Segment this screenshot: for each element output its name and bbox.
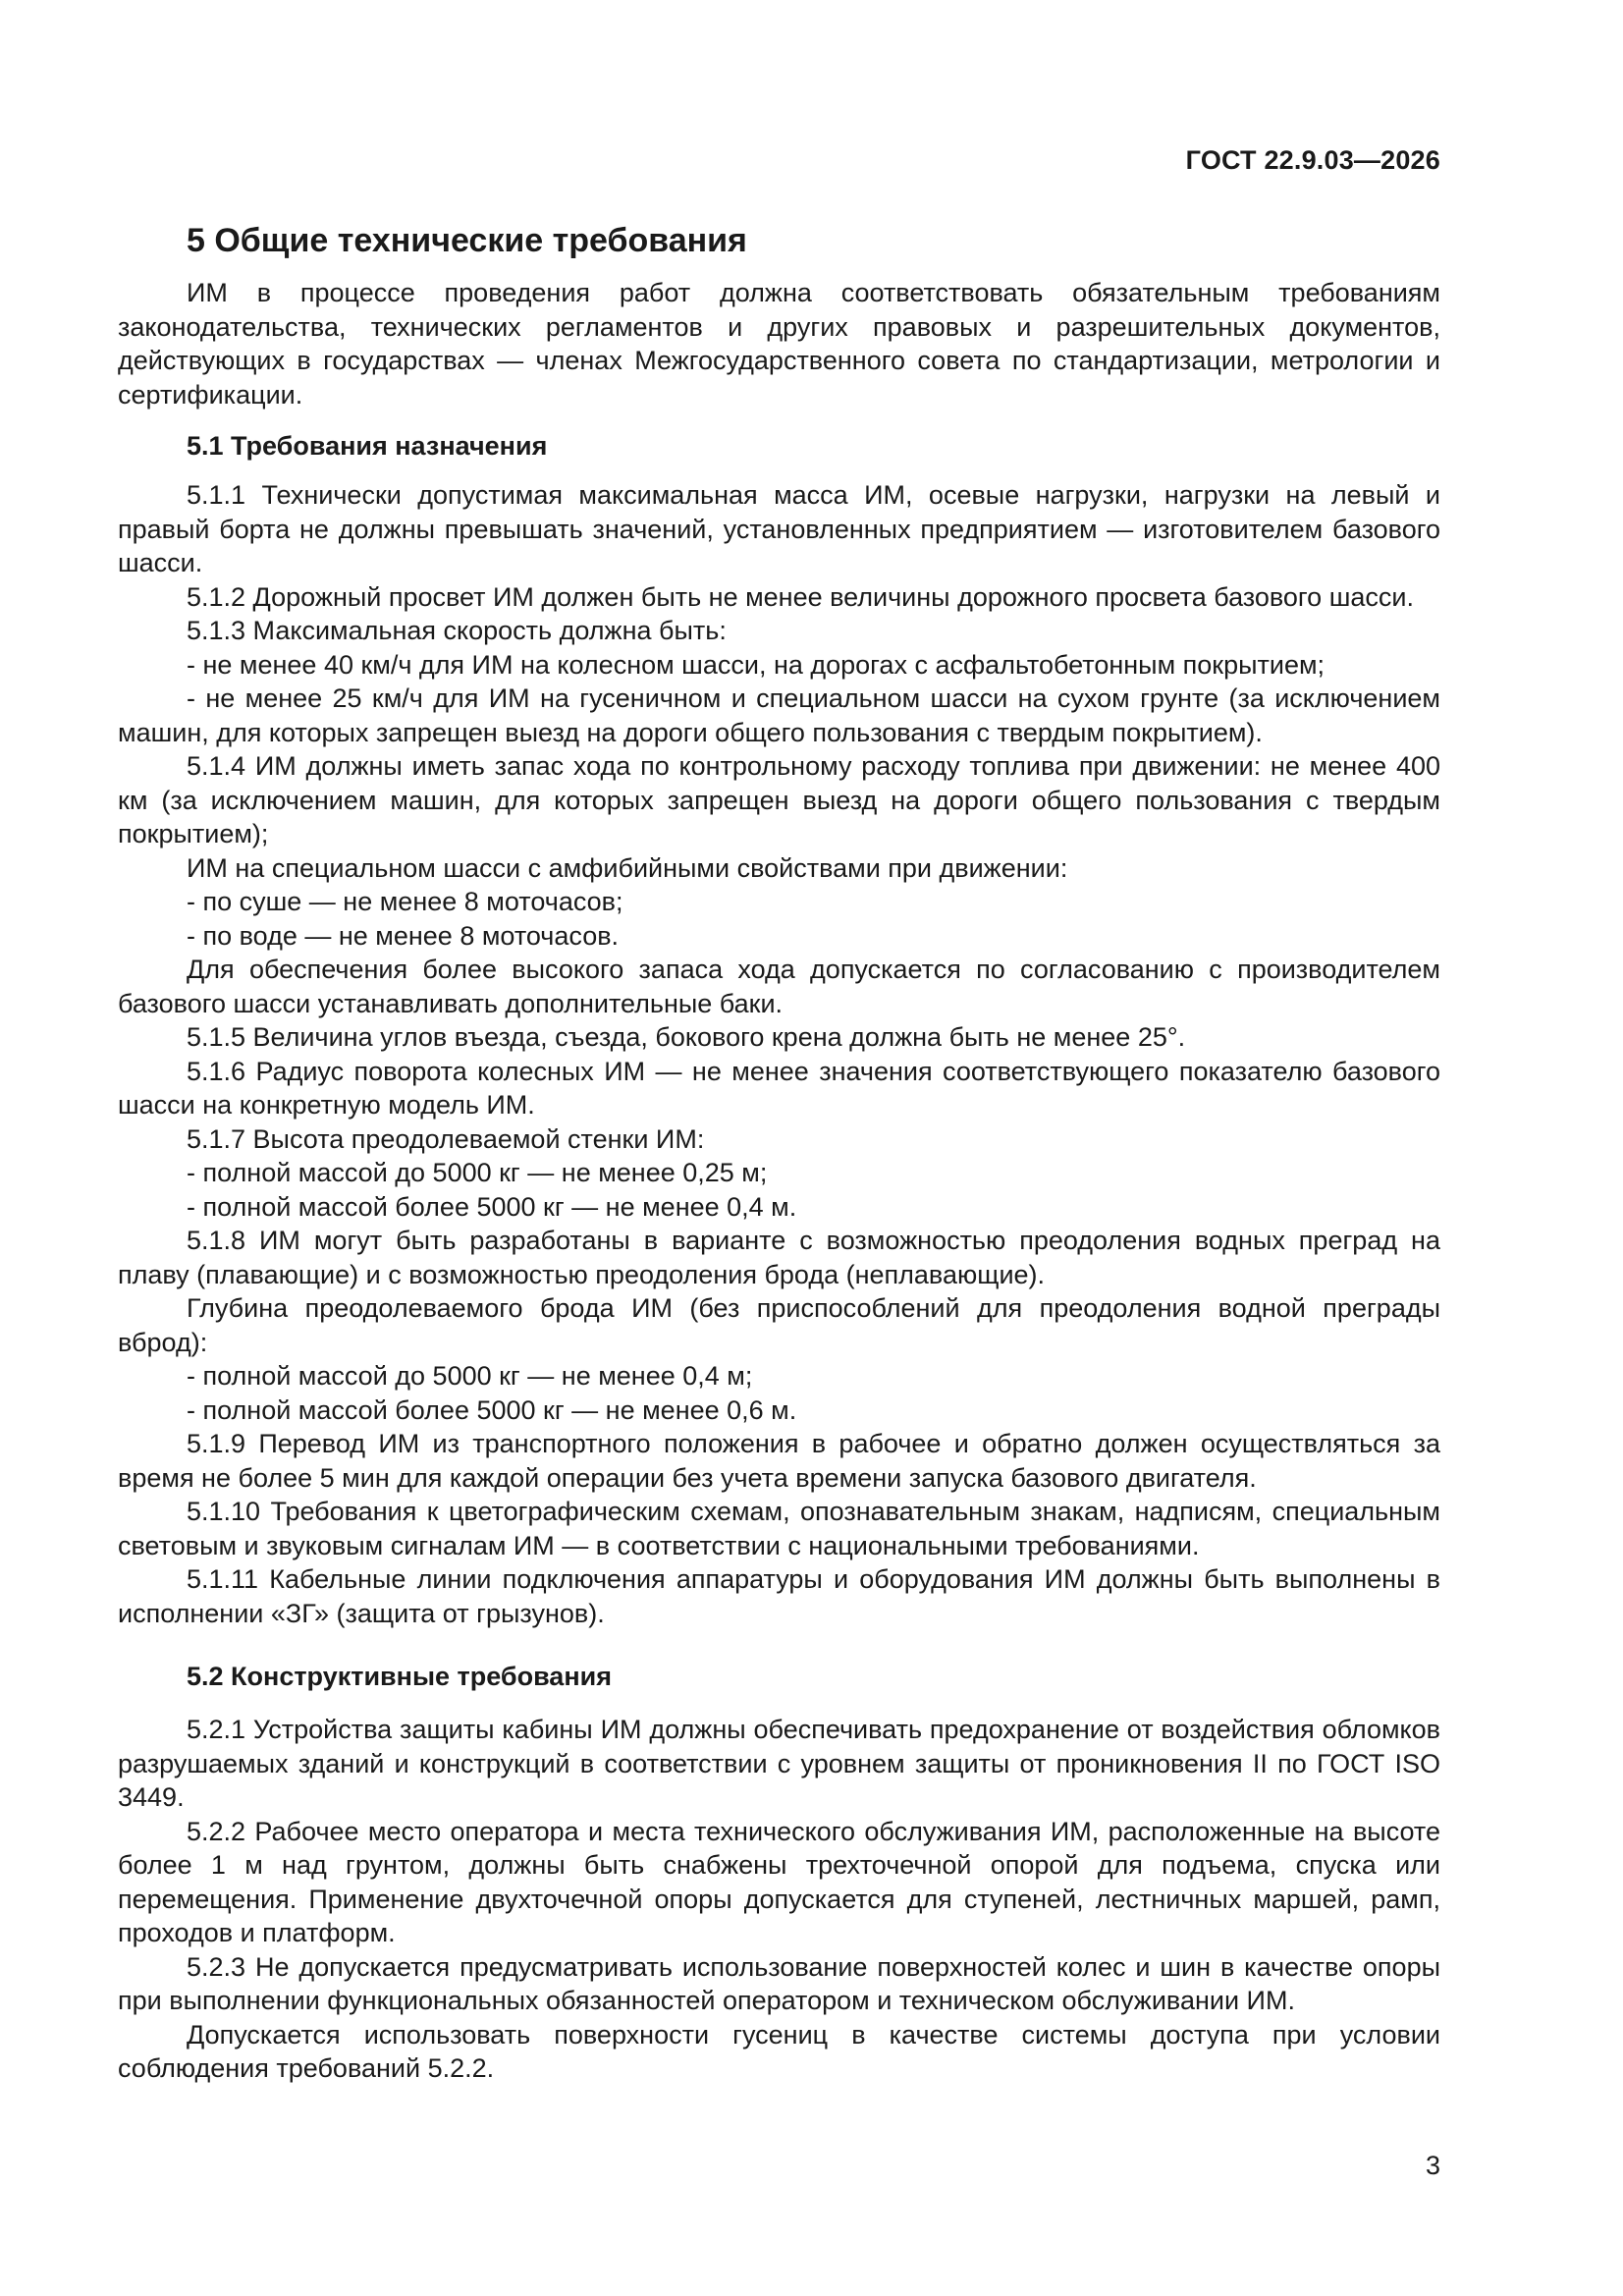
section-title: 5 Общие технические требования: [187, 222, 747, 259]
paragraph-5-1-7: 5.1.7 Высота преодолеваемой стенки ИМ:: [187, 1123, 705, 1154]
paragraph-track-access: Допускается использовать поверхности гусениц в качестве системы доступа при условии соблюдения требований 5.2.2.: [118, 2019, 1440, 2083]
list-item-land: - по суше — не менее 8 моточасов;: [187, 887, 623, 916]
paragraph-5-1-6: 5.1.6 Радиус поворота колесных ИМ — не менее значения соответствующего показателю базового шасси на конкретную модель ИМ.: [118, 1056, 1440, 1120]
paragraph-5-1-10: 5.1.10 Требования к цветографическим схемам, опознавательным знакам, надписям, специальным световым и звуковым сигналам ИМ — в соответствии с национальными требованиями.: [118, 1497, 1440, 1560]
paragraph-5-1-8: 5.1.8 ИМ могут быть разработаны в варианте с возможностью преодоления водных преград на плаву (плавающие) и с возможностью преодоления брода (неплавающие).: [118, 1226, 1440, 1289]
subsection-title-5-2: 5.2 Конструктивные требования: [187, 1662, 612, 1691]
paragraph-5-2-2: 5.2.2 Рабочее место оператора и места технического обслуживания ИМ, расположенные на высоте более 1 м над грунтом, должны быть снабжены трехточечной опорой для подъема, спуска или перемещения. Применение двухточечной опоры допускается для ступеней, лестничных маршей, рамп, проходов и платформ.: [118, 1816, 1440, 1947]
paragraph-extra-tanks: Для обеспечения более высокого запаса хода допускается по согласованию с производителем базового шасси устанавливать дополнительные баки.: [118, 955, 1440, 1018]
list-item-wall-light: - полной массой до 5000 кг — не менее 0,25 м;: [187, 1158, 768, 1187]
page-number: 3: [1425, 2151, 1440, 2180]
paragraph-5-1-1: 5.1.1 Технически допустимая максимальная масса ИМ, осевые нагрузки, нагрузки на левый и правый борта не должны превышать значений, установленных предприятием — изготовителем базового шасси.: [118, 480, 1440, 577]
paragraph-ford-depth: Глубина преодолеваемого брода ИМ (без приспособлений для преодоления водной преграды вброд):: [118, 1293, 1440, 1357]
list-item-speed-wheeled: - не менее 40 км/ч для ИМ на колесном шасси, на дорогах с асфальтобетонным покрытием;: [187, 649, 1325, 680]
list-item-water: - по воде — не менее 8 моточасов.: [187, 920, 620, 951]
list-item-speed-tracked: - не менее 25 км/ч для ИМ на гусеничном и специальном шасси на сухом грунте (за исключением машин, для которых запрещен выезд на дороги общего пользования с твердым покрытием).: [118, 683, 1440, 747]
paragraph-amphibious: ИМ на специальном шасси с амфибийными свойствами при движении:: [187, 852, 1068, 883]
paragraph-5-1-3: 5.1.3 Максимальная скорость должна быть:: [187, 616, 727, 645]
subsection-title-5-1: 5.1 Требования назначения: [187, 431, 548, 461]
list-item-ford-heavy: - полной массой более 5000 кг — не менее 0,6 м.: [187, 1394, 797, 1425]
list-item-wall-heavy: - полной массой более 5000 кг — не менее 0,4 м.: [187, 1191, 797, 1222]
document-code: ГОСТ 22.9.03—2026: [1185, 145, 1440, 175]
paragraph-5-2-3: 5.2.3 Не допускается предусматривать использование поверхностей колес и шин в качестве опоры при выполнении функциональных обязанностей оператором и техническом обслуживании ИМ.: [118, 1951, 1440, 2015]
paragraph-5-1-5: 5.1.5 Величина углов въезда, съезда, бокового крена должна быть не менее 25°.: [187, 1022, 1186, 1052]
list-item-ford-light: - полной массой до 5000 кг — не менее 0,4 м;: [187, 1361, 753, 1391]
paragraph-5-2-1: 5.2.1 Устройства защиты кабины ИМ должны обеспечивать предохранение от воздействия обломков разрушаемых зданий и конструкций в соответствии с уровнем защиты от проникновения II по ГОСТ ISO 3449.: [118, 1715, 1440, 1812]
paragraph-5-1-2: 5.1.2 Дорожный просвет ИМ должен быть не менее величины дорожного просвета базового шасси.: [187, 581, 1414, 612]
paragraph-5-1-4: 5.1.4 ИМ должны иметь запас хода по контрольному расходу топлива при движении: не менее 400 км (за исключением машин, для которых запрещен выезд на дороги общего пользования с твердым покрытием);: [118, 751, 1440, 848]
paragraph-5-1-9: 5.1.9 Перевод ИМ из транспортного положения в рабочее и обратно должен осуществляться за время не более 5 мин для каждой операции без учета времени запуска базового двигателя.: [118, 1429, 1440, 1493]
paragraph-5-1-11: 5.1.11 Кабельные линии подключения аппаратуры и оборудования ИМ должны быть выполнены в исполнении «ЗГ» (защита от грызунов).: [118, 1564, 1440, 1628]
intro-paragraph: ИМ в процессе проведения работ должна соответствовать обязательным требованиям законодательства, технических регламентов и других правовых и разрешительных документов, действующих в государствах — членах Межгосударственного совета по стандартизации, метрологии и сертификации.: [118, 278, 1440, 410]
document-body: [118, 221, 1440, 2086]
